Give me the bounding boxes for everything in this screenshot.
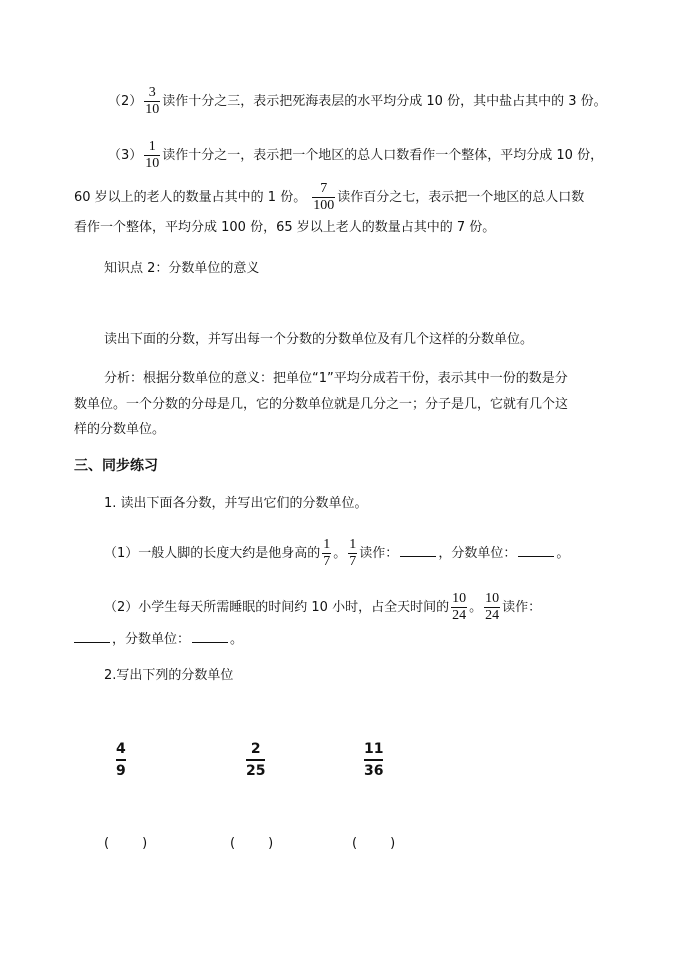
p2-line	[108, 86, 607, 117]
fraction-11-36: 11 36	[364, 741, 384, 779]
q1-sub2	[104, 592, 541, 623]
analysis-line1	[104, 369, 568, 389]
fraction-1-10: $\frac{1}{10}$	[145, 139, 160, 171]
analysis-text3: 样的分数单位。	[74, 422, 166, 437]
q1-title	[104, 494, 368, 514]
answer-blank[interactable]	[74, 630, 110, 643]
analysis-line3	[74, 420, 165, 440]
q1-sub2-sep: 。	[469, 600, 483, 615]
q1-sub1-end: 。	[556, 546, 570, 561]
knowledge-point-text: 知识点 2：分数单位的意义	[104, 261, 260, 276]
p3-line3	[74, 218, 495, 238]
p2-text: 读作十分之三，表示把死海表层的水平均分成 10 份，其中盐占其中的 3 份。	[162, 94, 607, 109]
answer-blank[interactable]	[400, 544, 436, 557]
q1-sub1-lead: （1）一般人脚的长度大约是他身高的	[104, 546, 321, 561]
p3-line1	[108, 140, 603, 171]
knowledge-point-title	[104, 259, 259, 279]
p3-text4: 看作一个整体，平均分成 100 份，65 岁以上老人的数量占其中的 7 份。	[74, 220, 496, 235]
answer-blank[interactable]	[192, 630, 228, 643]
answer-blank[interactable]	[518, 544, 554, 557]
section-title-text: 三、同步练习	[74, 458, 158, 474]
q2-title-text: 2.写出下列的分数单位	[104, 668, 234, 683]
fraction-2-25: 2 25	[246, 741, 266, 779]
q1-sub2-end: 。	[230, 632, 244, 647]
q1-sub2-lead: （2）小学生每天所需睡眠的时间约 10 小时，占全天时间的	[104, 600, 450, 615]
fraction-10-24-b: $\frac{10}{24}$	[485, 591, 500, 623]
p3-lead: （3）	[108, 148, 143, 163]
analysis-line2	[74, 395, 568, 415]
fraction-3-10: $\frac{3}{10}$	[145, 85, 160, 117]
task-text: 读出下面的分数，并写出每一个分数的分数单位及有几个这样的分数单位。	[104, 332, 534, 347]
q1-sub2-read-label: 读作：	[502, 600, 542, 615]
q1-sub1-read-label: 读作：	[359, 546, 399, 561]
q1-sub2-line2	[74, 630, 243, 650]
p3-text1: 读作十分之一，表示把一个地区的总人口数看作一个整体，平均分成 10 份，	[162, 148, 604, 163]
q1-sub1-sep: 。	[333, 546, 347, 561]
fraction-10-24-a: $\frac{10}{24}$	[452, 591, 467, 623]
p2-lead: （2）	[108, 94, 143, 109]
answer-parentheses[interactable]: ( )	[104, 836, 148, 851]
fraction-7-100: $\frac{7}{100}$	[313, 181, 335, 213]
q1-sub1-unit-label: ，分数单位：	[438, 546, 517, 561]
task-line	[104, 330, 533, 350]
p3-line2	[74, 182, 584, 213]
fraction-1-7-b: $\frac{1}{7}$	[349, 537, 357, 569]
q1-sub1	[104, 538, 569, 569]
answer-parentheses[interactable]: ( )	[352, 836, 396, 851]
p3-text3: 读作百分之七，表示把一个地区的总人口数	[337, 190, 585, 205]
section-title	[74, 456, 158, 476]
q1-title-text: 1. 读出下面各分数，并写出它们的分数单位。	[104, 496, 368, 511]
p3-text2: 60 岁以上的老人的数量占其中的 1 份。	[74, 190, 307, 205]
q2-title	[104, 666, 233, 686]
fraction-1-7-a: $\frac{1}{7}$	[323, 537, 331, 569]
fraction-4-9: 4 9	[116, 741, 126, 779]
answer-parentheses[interactable]: ( )	[230, 836, 274, 851]
analysis-text1: 分析：根据分数单位的意义：把单位“1”平均分成若干份，表示其中一份的数是分	[104, 371, 568, 386]
analysis-text2: 数单位。一个分数的分母是几，它的分数单位就是几分之一；分子是几，它就有几个这	[74, 397, 569, 412]
q1-sub2-unit-label: ，分数单位：	[112, 632, 191, 647]
